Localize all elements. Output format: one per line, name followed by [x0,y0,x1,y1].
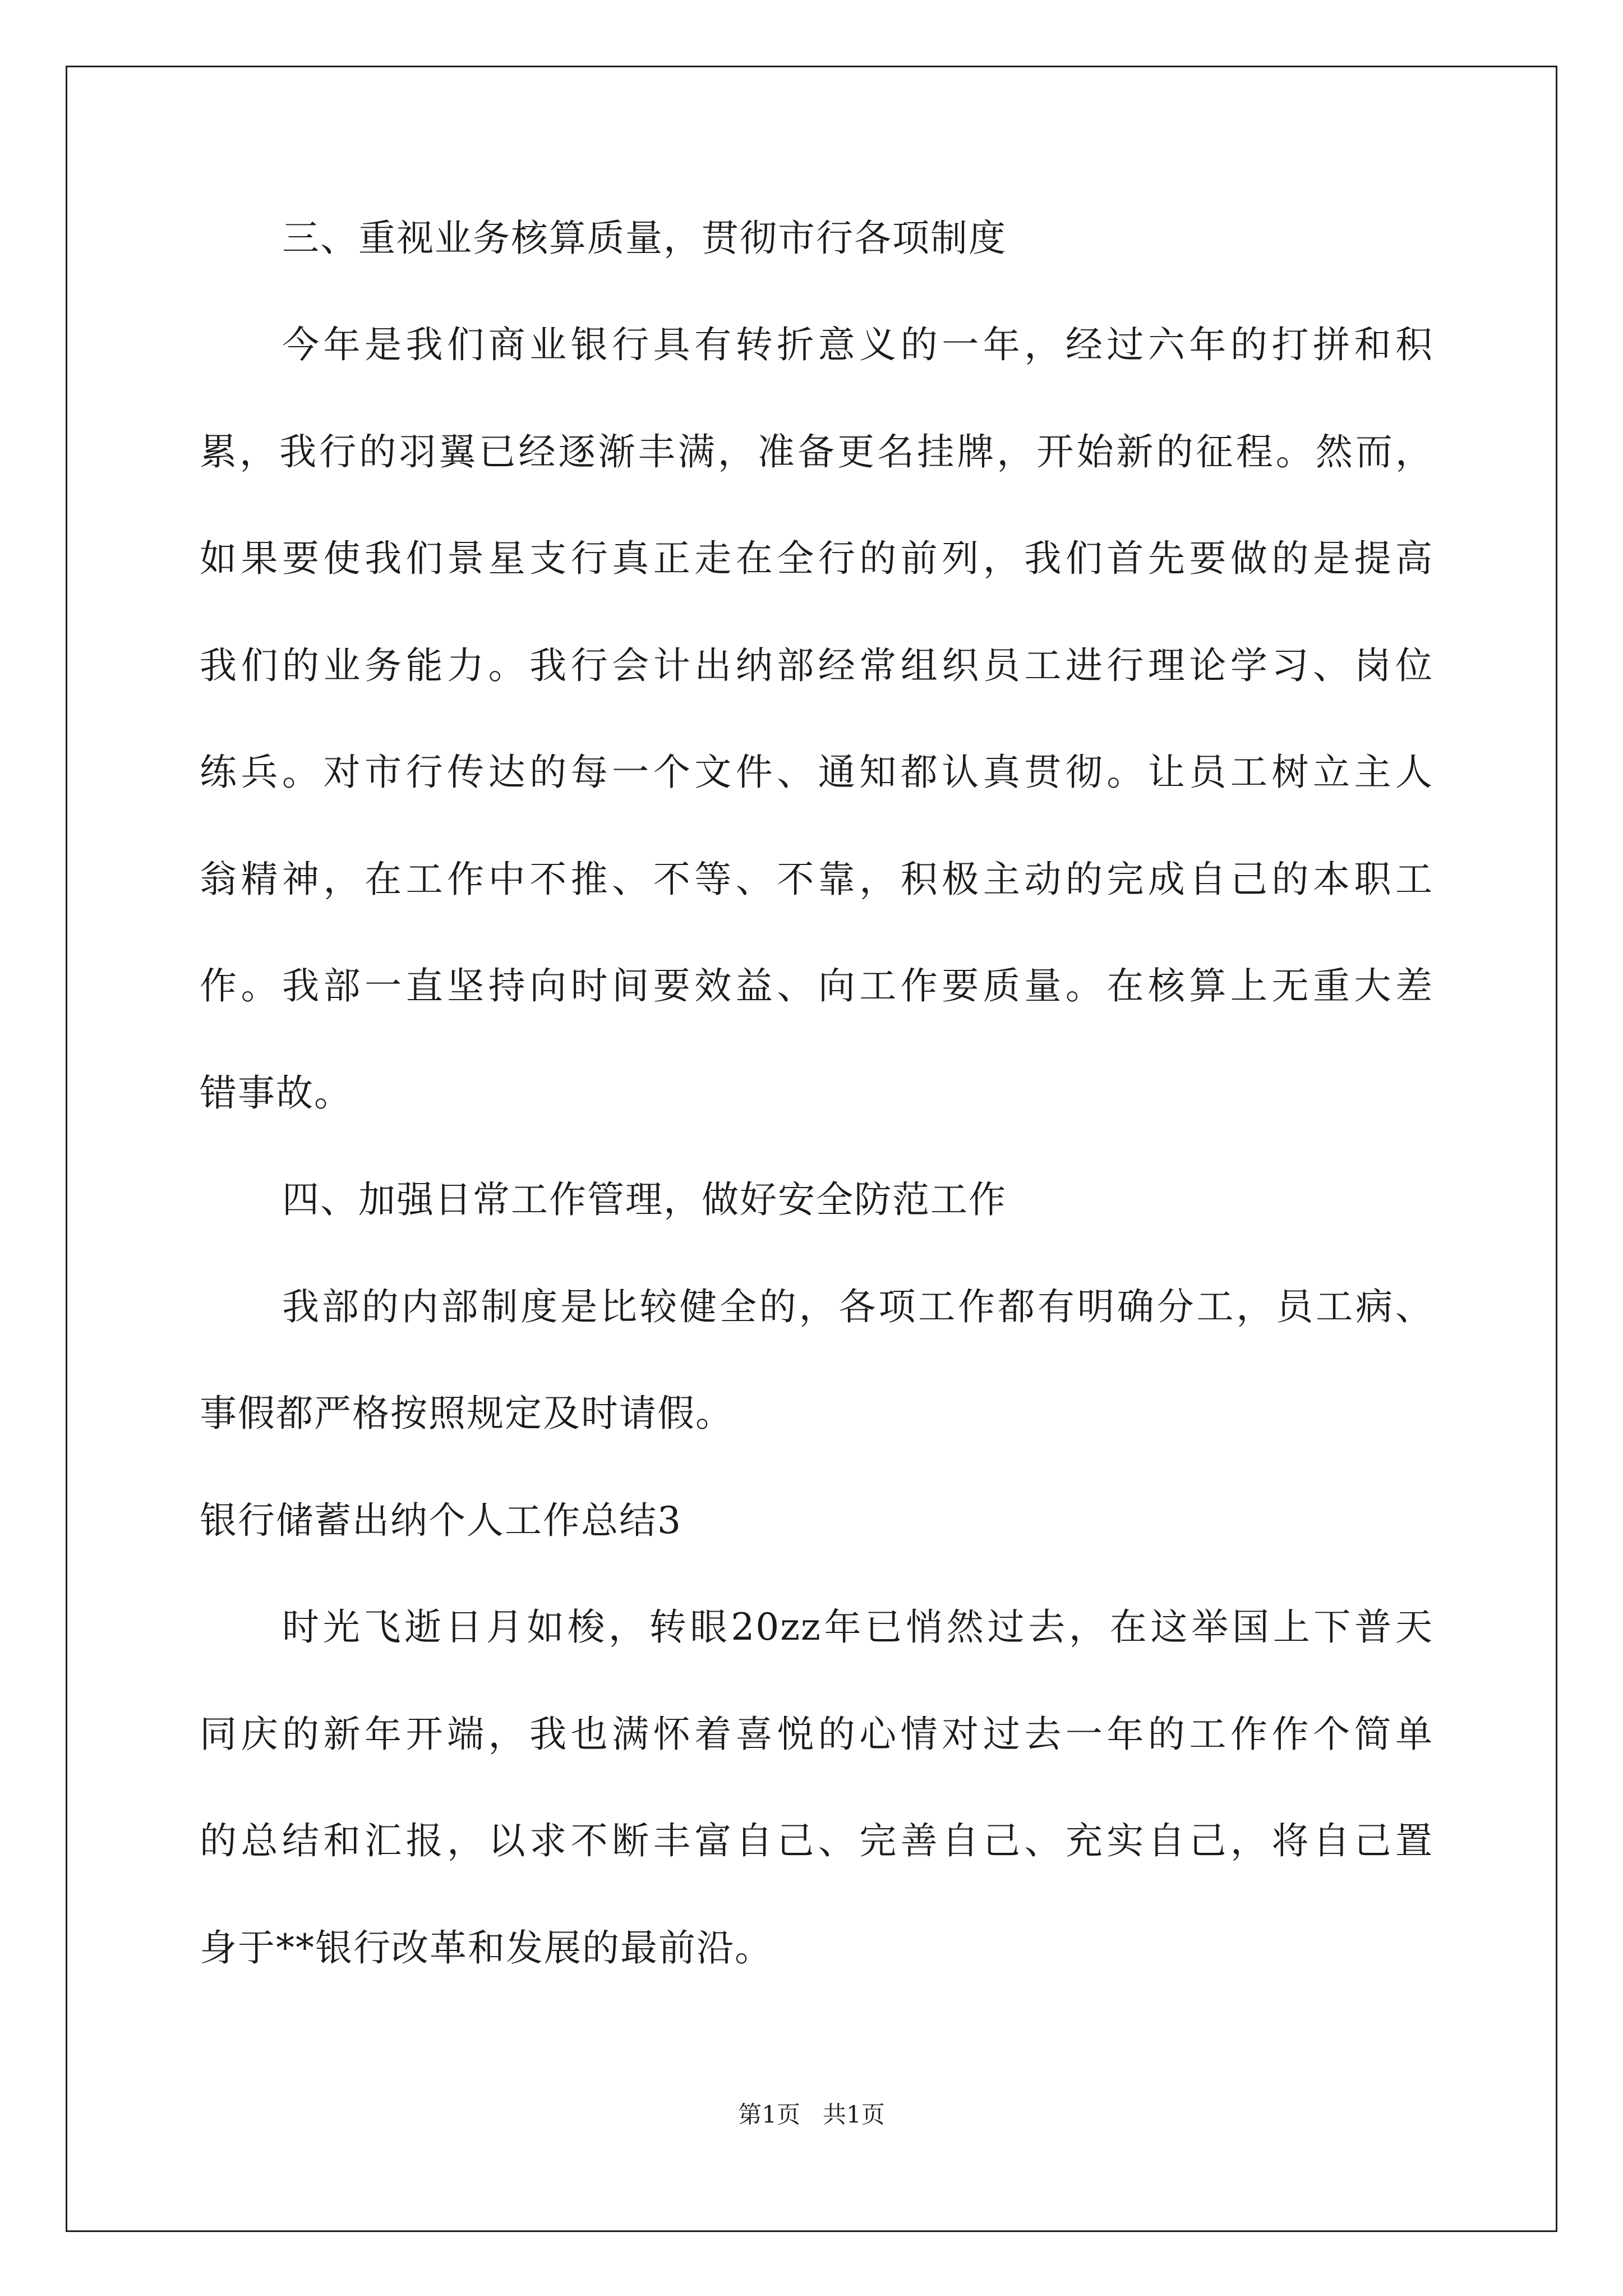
page-border [66,66,1557,2232]
paragraph-line: 累，我行的羽翼已经逐渐丰满，准备更名挂牌，开始新的征程。然而， [200,430,1433,473]
paragraph-line: 翁精神，在工作中不推、不等、不靠，积极主动的完成自己的本职工 [200,858,1433,901]
page-footer: 第1页 共1页 [738,2101,885,2128]
paragraph-line: 同庆的新年开端，我也满怀着喜悦的心情对过去一年的工作作个简单 [200,1713,1433,1756]
article-title: 银行储蓄出纳个人工作总结3 [200,1499,682,1542]
paragraph-line: 今年是我们商业银行具有转折意义的一年，经过六年的打拼和积 [282,323,1433,366]
paragraph-line: 我部的内部制度是比较健全的，各项工作都有明确分工，员工病、 [282,1285,1433,1328]
paragraph-line: 作。我部一直坚持向时间要效益、向工作要质量。在核算上无重大差 [200,964,1433,1007]
paragraph-line: 时光飞逝日月如梭，转眼20zz年已悄然过去，在这举国上下普天 [282,1605,1433,1649]
paragraph-line: 错事故。 [200,1071,352,1115]
section-heading-4: 四、加强日常工作管理，做好安全防范工作 [282,1178,1007,1221]
paragraph-line: 我们的业务能力。我行会计出纳部经常组织员工进行理论学习、岗位 [200,644,1433,687]
paragraph-line: 的总结和汇报，以求不断丰富自己、完善自己、充实自己，将自己置 [200,1819,1433,1862]
paragraph-line: 如果要使我们景星支行真正走在全行的前列，我们首先要做的是提高 [200,537,1433,580]
paragraph-line: 身于**银行改革和发展的最前沿。 [200,1926,773,1970]
paragraph-line: 事假都严格按照规定及时请假。 [200,1392,734,1435]
paragraph-line: 练兵。对市行传达的每一个文件、通知都认真贯彻。让员工树立主人 [200,751,1433,794]
section-heading-3: 三、重视业务核算质量，贯彻市行各项制度 [282,217,1007,260]
